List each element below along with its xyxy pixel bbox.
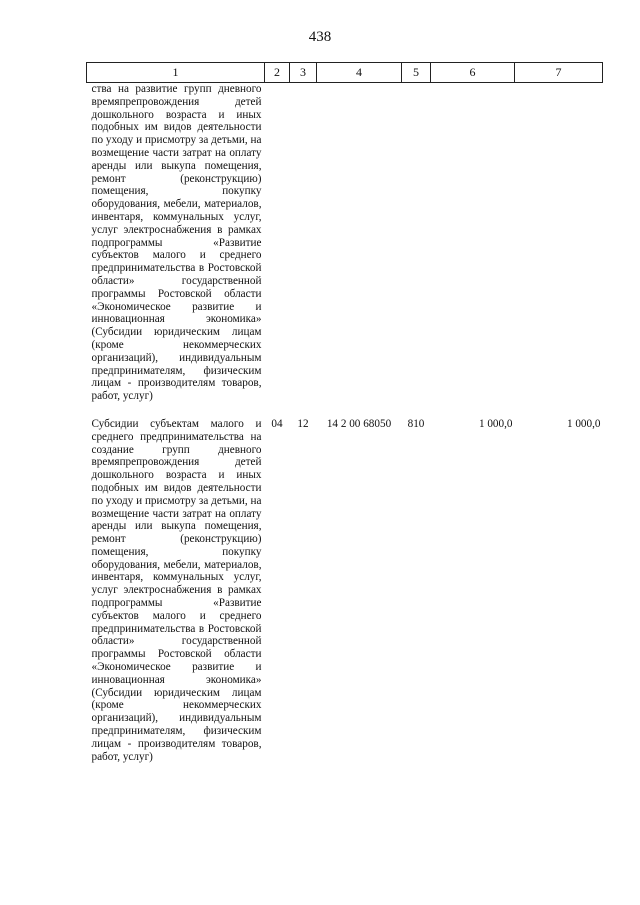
row-description: Субсидии субъектам малого и среднего предпринимательства на создание групп дневного времяпрепровождения детей дошкольного возраста и иных подобных им видов деятельности по уходу и присмотру за детьми, на возмещение части затрат на оплату аренды или выкупа помещения, ремонт (реконструкцию) помещения, покупку оборудования, мебели, материалов, инвентаря, коммунальных услуг, услуг электроснабжения в рамках подпрограммы «Развитие субъектов малого и среднего предпринимательства в Ростовской области» государственной программы Ростовской области «Экономическое развитие и инновационная экономика» (Субсидии юридическим лицам (кроме некоммерческих организаций), индивидуальным предпринимателям, физическим лицам - производителям товаров, работ, услуг) bbox=[91, 417, 262, 763]
row-amount-2: 1 000,0 bbox=[566, 417, 601, 430]
header-col-2: 2 bbox=[265, 63, 290, 83]
header-col-3: 3 bbox=[290, 63, 317, 83]
row-target-article: 14 2 00 68050 bbox=[326, 417, 392, 430]
table-row bbox=[87, 403, 603, 764]
header-col-7: 7 bbox=[515, 63, 603, 83]
header-col-1: 1 bbox=[87, 63, 265, 83]
header-col-4: 4 bbox=[317, 63, 402, 83]
table-row-continuation bbox=[87, 83, 603, 403]
header-col-5: 5 bbox=[402, 63, 431, 83]
row-expense-type: 810 bbox=[407, 417, 425, 430]
row-amount-1: 1 000,0 bbox=[478, 417, 513, 430]
continuation-description: ства на развитие групп дневного времяпрепровождения детей дошкольного возраста и иных подобных им видов деятельности по уходу и присмотру за детьми, на возмещение части затрат на оплату аренды или выкупа помещения, ремонт (реконструкцию) помещения, покупку оборудования, мебели, материалов, инвентаря, коммунальных услуг, услуг электроснабжения в рамках подпрограммы «Развитие субъектов малого и среднего предпринимательства в Ростовской области» государственной программы Ростовской области «Экономическое развитие и инновационная экономика» (Субсидии юридическим лицам (кроме некоммерческих организаций), индивидуальным предпринимателям, физическим лицам - производителям товаров, работ, услуг) bbox=[91, 83, 262, 403]
row-subsection: 12 bbox=[297, 417, 309, 430]
budget-table bbox=[86, 62, 603, 763]
header-col-6: 6 bbox=[431, 63, 515, 83]
row-section: 04 bbox=[271, 417, 283, 430]
page-number: 438 bbox=[308, 29, 332, 45]
table-header-row bbox=[87, 63, 603, 83]
